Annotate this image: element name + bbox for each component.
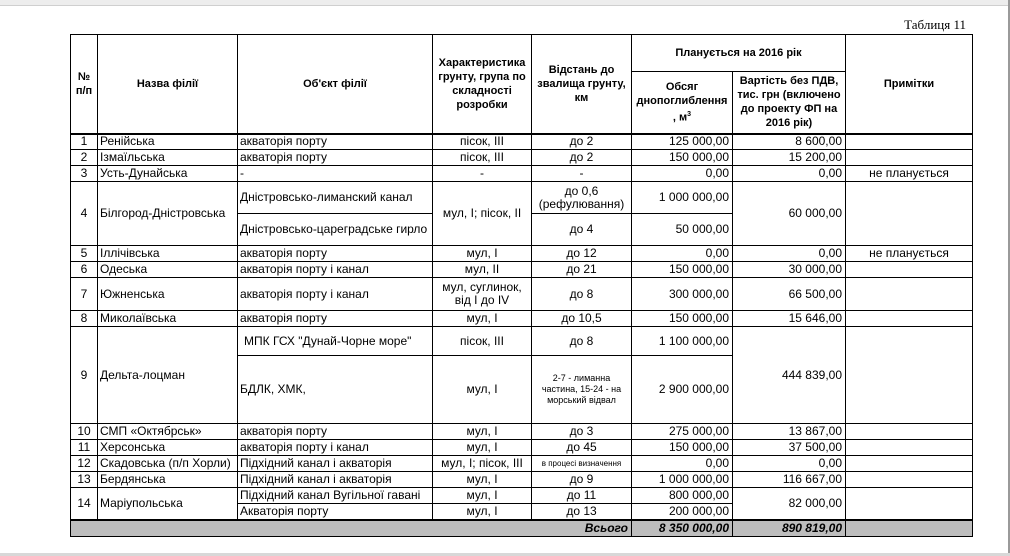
col-object-header: Об'єкт філії [238,35,433,134]
table-row: 3 Усть-Дунайська - - - 0,00 0,00 не планується [71,166,973,182]
window-top-strip [0,0,1010,6]
table-row: 13 Бердянська Підхідний канал і акваторія мул, І до 9 1 000 000,00 116 667,00 [71,472,973,488]
table-row: 5 Іллічівська акваторія порту мул, І до 12 0,00 0,00 не планується [71,246,973,262]
table-row: 9 Дельта-лоцман МПК ГСХ "Дунай-Чорне море" пісок, ІІІ до 8 1 100 000,00 444 839,00 [71,327,973,356]
col-distance-header: Відстань до звалища грунту, км [532,35,632,134]
table-row: 11 Херсонська акваторія порту і канал мул, І до 45 150 000,00 37 500,00 [71,440,973,456]
col-num-header: № п/п [71,35,98,134]
table-row: 4 Білгород-Дністровська Дністровсько-лиманский канал мул, І; пісок, ІІ до 0,6 (рефулювання) 1 000 000,00 60 000,00 [71,182,973,214]
col-planned-header: Планується на 2016 рік [632,35,846,72]
col-notes-header: Примітки [846,35,973,134]
col-branch-header: Назва філії [98,35,238,134]
col-volume-header: Обсяг днопоглиблення , $м^3$ [632,72,733,134]
table-caption: Таблиця 11 [904,17,966,32]
table-row: 6 Одеська акваторія порту і канал мул, ІІ до 21 150 000,00 30 000,00 [71,262,973,278]
total-row [71,520,973,537]
total-cost: 890 819,00 [733,520,846,537]
table-row: 8 Миколаївська акваторія порту мул, І до 10,5 150 000,00 15 646,00 [71,311,973,327]
col-cost-header: Вартість без ПДВ, тис. грн (включено до проекту ФП на 2016 рік) [733,72,846,134]
table-row: 7 Южненська акваторія порту і канал мул, суглинок, від І до IV до 8 300 000,00 66 500,00 [71,278,973,311]
total-volume: 8 350 000,00 [632,520,733,537]
table-row: 10 СМП «Октябрськ» акваторія порту мул, І до 3 275 000,00 13 867,00 [71,424,973,440]
table-row: 12 Скадовська (п/п Хорли) Підхідний канал і акваторія мул, І; пісок, ІІІ в процесі визначення 0,00 0,00 [71,456,973,472]
table-row: Акваторія порту мул, І до 13 200 000,00 [71,504,973,520]
table-row: БДЛК, ХМК, мул, І 2-7 - лиманна частина, 15-24 - на морський відвал 2 900 000,00 [71,356,973,424]
dredging-plan-table [70,34,973,537]
table-row: 14 Маріупольська Підхідний канал Вугільної гавані мул, І до 11 800 000,00 82 000,00 [71,488,973,504]
table-row: 1 Ренійська акваторія порту пісок, ІІІ до 2 125 000,00 8 600,00 [71,134,973,150]
col-soil-header: Характеристика грунту, група по складності розробки [433,35,532,134]
total-label: Всього [71,520,632,537]
table-row: Дністровсько-цареградське гирло до 4 50 000,00 [71,214,973,246]
table-row: 2 Ізмаїльська акваторія порту пісок, ІІІ до 2 150 000,00 15 200,00 [71,150,973,166]
